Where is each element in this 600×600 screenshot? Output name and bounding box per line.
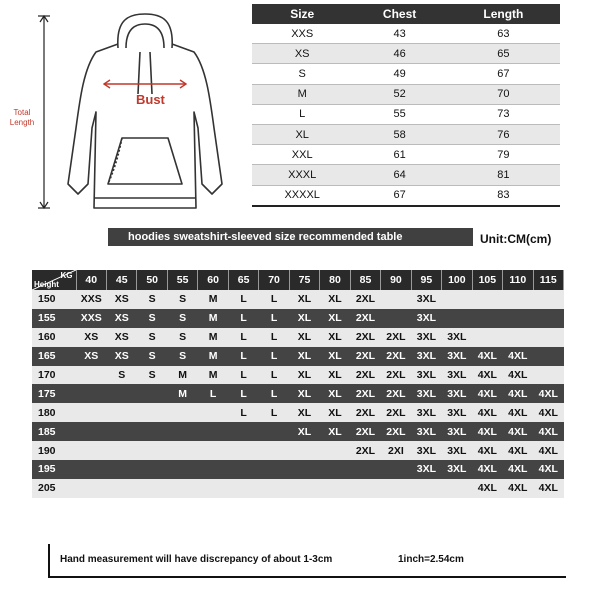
- length-cell: 70: [447, 84, 560, 104]
- total-length-label: Total Length: [9, 108, 35, 127]
- size-chart-row: [252, 124, 560, 144]
- size-chart-row: [252, 185, 560, 206]
- size-recommendation-cell: [350, 460, 380, 479]
- size-recommendation-cell: [289, 479, 319, 498]
- size-recommendation-cell: 3XL: [411, 290, 441, 309]
- size-recommendation-cell: [167, 441, 197, 460]
- size-recommendation-cell: 2XL: [350, 403, 380, 422]
- length-cell: 81: [447, 165, 560, 185]
- chest-cell: 61: [352, 145, 446, 165]
- size-recommendation-cell: 4XL: [503, 441, 533, 460]
- hoodie-drawing: [30, 8, 240, 216]
- size-recommendation-cell: [442, 479, 472, 498]
- size-recommendation-cell: [76, 366, 106, 385]
- size-recommendation-cell: [198, 403, 228, 422]
- size-recommendation-cell: 4XL: [503, 403, 533, 422]
- size-recommendation-cell: L: [228, 384, 258, 403]
- size-chart-table: [252, 4, 560, 207]
- grid-corner-cell: [32, 270, 76, 290]
- chest-cell: 58: [352, 124, 446, 144]
- grid-row: [32, 460, 564, 479]
- height-cell: 175: [32, 384, 76, 403]
- size-recommendation-cell: [198, 479, 228, 498]
- size-recommendation-cell: [167, 403, 197, 422]
- size-recommendation-cell: S: [137, 347, 167, 366]
- height-cell: 180: [32, 403, 76, 422]
- size-recommendation-cell: 2XL: [381, 347, 411, 366]
- size-recommendation-cell: XL: [320, 366, 350, 385]
- length-cell: 63: [447, 24, 560, 44]
- size-recommendation-cell: 2XL: [350, 309, 380, 328]
- size-recommendation-cell: 4XL: [472, 366, 502, 385]
- size-recommendation-cell: 4XL: [503, 384, 533, 403]
- size-recommendation-cell: [350, 479, 380, 498]
- size-recommendation-cell: S: [137, 328, 167, 347]
- size-recommendation-cell: [106, 384, 136, 403]
- size-recommendation-cell: L: [259, 290, 289, 309]
- size-recommendation-cell: 4XL: [533, 403, 563, 422]
- chest-cell: 52: [352, 84, 446, 104]
- size-cell: S: [252, 64, 352, 84]
- size-recommendation-cell: XS: [76, 328, 106, 347]
- size-recommendation-cell: XL: [320, 403, 350, 422]
- size-recommendation-cell: [76, 384, 106, 403]
- size-recommendation-cell: [259, 422, 289, 441]
- size-recommendation-cell: 3XL: [442, 384, 472, 403]
- size-recommendation-cell: [228, 479, 258, 498]
- size-recommendation-cell: M: [167, 384, 197, 403]
- size-chart-row: [252, 104, 560, 124]
- size-recommendation-cell: [228, 441, 258, 460]
- weight-header-cell: 55: [167, 270, 197, 290]
- size-recommendation-cell: 2XL: [381, 328, 411, 347]
- size-recommendation-cell: 2XL: [381, 422, 411, 441]
- size-recommendation-cell: XL: [289, 422, 319, 441]
- size-recommendation-cell: [137, 479, 167, 498]
- size-recommendation-cell: 2XL: [350, 384, 380, 403]
- size-recommendation-cell: 4XL: [472, 422, 502, 441]
- size-recommendation-cell: 4XL: [472, 479, 502, 498]
- bust-label: Bust: [136, 92, 165, 107]
- size-recommendation-cell: XS: [106, 347, 136, 366]
- size-recommendation-cell: 4XL: [503, 422, 533, 441]
- size-recommendation-cell: [167, 479, 197, 498]
- size-recommendation-cell: XS: [106, 328, 136, 347]
- weight-header-cell: 70: [259, 270, 289, 290]
- size-recommendation-cell: [381, 309, 411, 328]
- size-recommendation-cell: [411, 479, 441, 498]
- size-recommendation-cell: XL: [320, 328, 350, 347]
- size-recommendation-cell: 2XL: [350, 366, 380, 385]
- size-recommendation-cell: [533, 309, 563, 328]
- size-recommendation-cell: [137, 384, 167, 403]
- size-recommendation-cell: [289, 441, 319, 460]
- size-recommendation-cell: [228, 422, 258, 441]
- size-recommendation-cell: 4XL: [472, 403, 502, 422]
- size-recommendation-cell: 3XL: [442, 403, 472, 422]
- size-recommendation-cell: [106, 422, 136, 441]
- size-recommendation-cell: L: [228, 309, 258, 328]
- header-size: Size: [252, 4, 352, 24]
- size-recommendation-cell: [137, 403, 167, 422]
- size-recommendation-cell: L: [259, 309, 289, 328]
- weight-header-row: [32, 270, 564, 290]
- size-recommendation-cell: [106, 460, 136, 479]
- grid-row: [32, 347, 564, 366]
- size-recommendation-cell: L: [259, 347, 289, 366]
- size-recommendation-cell: 2XL: [350, 328, 380, 347]
- size-recommendation-cell: 3XL: [442, 366, 472, 385]
- size-recommendation-cell: L: [228, 366, 258, 385]
- size-recommendation-cell: [503, 309, 533, 328]
- size-recommendation-cell: 3XL: [411, 384, 441, 403]
- size-recommendation-cell: M: [198, 347, 228, 366]
- size-cell: XXS: [252, 24, 352, 44]
- size-recommendation-cell: L: [228, 403, 258, 422]
- weight-header-cell: 100: [442, 270, 472, 290]
- size-recommendation-cell: 3XL: [411, 422, 441, 441]
- size-recommendation-cell: [259, 441, 289, 460]
- corner-kg-label: KG: [60, 271, 73, 280]
- size-recommendation-cell: XXS: [76, 290, 106, 309]
- size-recommendation-cell: 3XL: [411, 460, 441, 479]
- size-recommendation-cell: [76, 479, 106, 498]
- size-recommendation-cell: L: [259, 384, 289, 403]
- size-chart-body: [252, 24, 560, 206]
- grid-row: [32, 384, 564, 403]
- size-recommendation-cell: XL: [320, 309, 350, 328]
- size-recommendation-cell: 4XL: [533, 422, 563, 441]
- size-recommendation-cell: [198, 422, 228, 441]
- weight-header-cell: 115: [533, 270, 563, 290]
- size-recommendation-cell: 3XL: [411, 366, 441, 385]
- length-cell: 76: [447, 124, 560, 144]
- corner-height-label: Height: [34, 280, 59, 289]
- size-recommendation-cell: XL: [320, 290, 350, 309]
- length-cell: 67: [447, 64, 560, 84]
- height-cell: 155: [32, 309, 76, 328]
- size-chart-header-row: [252, 4, 560, 24]
- size-recommendation-cell: [533, 366, 563, 385]
- size-recommendation-cell: 4XL: [533, 460, 563, 479]
- size-recommendation-cell: 4XL: [472, 347, 502, 366]
- size-recommendation-cell: 2XL: [381, 384, 411, 403]
- grid-row: [32, 441, 564, 460]
- size-chart-row: [252, 64, 560, 84]
- size-recommendation-cell: 4XL: [503, 479, 533, 498]
- size-recommendation-cell: M: [198, 309, 228, 328]
- size-recommendation-cell: 3XL: [442, 460, 472, 479]
- size-recommendation-cell: S: [137, 290, 167, 309]
- size-recommendation-cell: [472, 328, 502, 347]
- size-recommendation-cell: S: [137, 366, 167, 385]
- chest-cell: 55: [352, 104, 446, 124]
- size-recommendation-cell: 4XL: [503, 366, 533, 385]
- size-recommendation-cell: XL: [289, 328, 319, 347]
- length-cell: 83: [447, 185, 560, 206]
- grid-row: [32, 403, 564, 422]
- size-recommendation-cell: 3XL: [411, 309, 441, 328]
- size-recommendation-cell: 2XL: [350, 290, 380, 309]
- weight-header-cell: 105: [472, 270, 502, 290]
- size-recommendation-cell: M: [198, 366, 228, 385]
- size-recommendation-cell: [198, 441, 228, 460]
- grid-row: [32, 328, 564, 347]
- size-recommendation-cell: 4XL: [503, 347, 533, 366]
- unit-label: Unit:CM(cm): [480, 232, 552, 246]
- footer-note-box: [48, 544, 566, 578]
- size-recommendation-cell: XL: [289, 290, 319, 309]
- header-length: Length: [447, 4, 560, 24]
- size-recommendation-cell: 3XL: [442, 441, 472, 460]
- weight-header-cell: 95: [411, 270, 441, 290]
- length-cell: 65: [447, 44, 560, 64]
- size-recommendation-cell: 4XL: [533, 384, 563, 403]
- size-chart-row: [252, 44, 560, 64]
- size-recommendation-cell: [442, 290, 472, 309]
- size-recommendation-cell: 2XL: [350, 441, 380, 460]
- size-recommendation-cell: [381, 290, 411, 309]
- size-recommendation-cell: [320, 479, 350, 498]
- size-chart-row: [252, 84, 560, 104]
- weight-header-cell: 40: [76, 270, 106, 290]
- size-recommendation-cell: L: [228, 290, 258, 309]
- size-recommendation-cell: XL: [289, 309, 319, 328]
- weight-header-cell: 90: [381, 270, 411, 290]
- size-recommendation-cell: [137, 460, 167, 479]
- size-cell: M: [252, 84, 352, 104]
- size-recommendation-cell: M: [198, 328, 228, 347]
- size-recommendation-cell: XL: [289, 384, 319, 403]
- size-recommendation-cell: [137, 441, 167, 460]
- weight-header-cell: 45: [106, 270, 136, 290]
- size-recommendation-cell: S: [137, 309, 167, 328]
- size-recommendation-cell: XS: [106, 309, 136, 328]
- size-recommendation-cell: XS: [76, 347, 106, 366]
- size-cell: XXXL: [252, 165, 352, 185]
- size-recommendation-cell: [533, 290, 563, 309]
- weight-header-cell: 85: [350, 270, 380, 290]
- size-recommendation-cell: 2XL: [381, 403, 411, 422]
- size-recommendation-cell: [472, 309, 502, 328]
- size-recommendation-cell: XL: [289, 366, 319, 385]
- grid-body: [32, 290, 564, 498]
- length-cell: 73: [447, 104, 560, 124]
- hoodie-illustration: [30, 8, 240, 216]
- size-recommendation-cell: XL: [320, 384, 350, 403]
- size-recommendation-cell: 2XL: [350, 422, 380, 441]
- size-recommendation-cell: [472, 290, 502, 309]
- recommended-table-banner: hoodies sweatshirt-sleeved size recommended table: [108, 228, 473, 246]
- size-recommendation-cell: S: [167, 328, 197, 347]
- size-cell: L: [252, 104, 352, 124]
- size-recommendation-cell: [289, 460, 319, 479]
- size-recommendation-cell: [76, 441, 106, 460]
- size-recommendation-cell: 3XL: [442, 422, 472, 441]
- size-recommendation-cell: [137, 422, 167, 441]
- size-recommendation-cell: 2XL: [381, 366, 411, 385]
- height-cell: 150: [32, 290, 76, 309]
- size-recommendation-cell: [533, 347, 563, 366]
- size-cell: XXXXL: [252, 185, 352, 206]
- grid-row: [32, 290, 564, 309]
- size-recommendation-cell: [106, 441, 136, 460]
- size-recommendation-cell: [259, 479, 289, 498]
- size-recommendation-cell: 4XL: [472, 441, 502, 460]
- inch-conversion: 1inch=2.54cm: [398, 554, 464, 565]
- size-recommendation-cell: L: [228, 347, 258, 366]
- size-recommendation-cell: [76, 403, 106, 422]
- size-chart-row: [252, 24, 560, 44]
- size-recommendation-cell: [320, 441, 350, 460]
- length-cell: 79: [447, 145, 560, 165]
- weight-header-cell: 75: [289, 270, 319, 290]
- height-cell: 160: [32, 328, 76, 347]
- header-chest: Chest: [352, 4, 446, 24]
- height-cell: 205: [32, 479, 76, 498]
- size-recommendation-cell: [442, 309, 472, 328]
- size-recommendation-cell: [76, 422, 106, 441]
- height-cell: 185: [32, 422, 76, 441]
- size-recommendation-cell: XXS: [76, 309, 106, 328]
- chest-cell: 46: [352, 44, 446, 64]
- size-recommendation-cell: [167, 422, 197, 441]
- size-recommendation-cell: [228, 460, 258, 479]
- size-recommendation-cell: L: [228, 328, 258, 347]
- size-recommendation-cell: S: [106, 366, 136, 385]
- size-recommendation-cell: 4XL: [533, 479, 563, 498]
- size-recommendation-cell: 4XL: [472, 384, 502, 403]
- size-recommendation-cell: [259, 460, 289, 479]
- height-weight-grid: [32, 270, 564, 498]
- grid-row: [32, 479, 564, 498]
- size-recommendation-cell: [106, 479, 136, 498]
- size-recommendation-cell: XL: [320, 347, 350, 366]
- chest-cell: 43: [352, 24, 446, 44]
- size-recommendation-cell: [381, 479, 411, 498]
- size-recommendation-cell: 3XL: [411, 403, 441, 422]
- grid-row: [32, 366, 564, 385]
- size-recommendation-cell: 3XL: [411, 347, 441, 366]
- size-recommendation-cell: [76, 460, 106, 479]
- size-recommendation-cell: S: [167, 290, 197, 309]
- grid-row: [32, 309, 564, 328]
- size-recommendation-cell: S: [167, 309, 197, 328]
- height-cell: 195: [32, 460, 76, 479]
- weight-header-cell: 110: [503, 270, 533, 290]
- size-cell: XS: [252, 44, 352, 64]
- size-recommendation-cell: 3XL: [442, 347, 472, 366]
- size-recommendation-cell: [320, 460, 350, 479]
- size-recommendation-cell: XS: [106, 290, 136, 309]
- size-recommendation-cell: XL: [289, 347, 319, 366]
- size-recommendation-cell: 2XL: [350, 347, 380, 366]
- height-cell: 165: [32, 347, 76, 366]
- size-chart-row: [252, 165, 560, 185]
- size-recommendation-cell: L: [259, 328, 289, 347]
- size-cell: XL: [252, 124, 352, 144]
- grid-row: [32, 422, 564, 441]
- size-cell: XXL: [252, 145, 352, 165]
- size-recommendation-cell: XL: [320, 422, 350, 441]
- weight-header-cell: 65: [228, 270, 258, 290]
- size-recommendation-cell: 3XL: [411, 328, 441, 347]
- size-recommendation-cell: L: [259, 366, 289, 385]
- chest-cell: 49: [352, 64, 446, 84]
- size-recommendation-cell: M: [167, 366, 197, 385]
- size-recommendation-cell: [533, 328, 563, 347]
- chest-cell: 64: [352, 165, 446, 185]
- size-recommendation-cell: XL: [289, 403, 319, 422]
- size-recommendation-cell: 3XL: [442, 328, 472, 347]
- weight-header-cell: 80: [320, 270, 350, 290]
- size-recommendation-cell: [106, 403, 136, 422]
- size-recommendation-cell: 4XL: [472, 460, 502, 479]
- size-recommendation-cell: 2XI: [381, 441, 411, 460]
- chest-cell: 67: [352, 185, 446, 206]
- size-recommendation-cell: 4XL: [533, 441, 563, 460]
- size-recommendation-cell: [167, 460, 197, 479]
- height-cell: 190: [32, 441, 76, 460]
- size-recommendation-cell: [503, 328, 533, 347]
- size-recommendation-cell: [198, 460, 228, 479]
- size-recommendation-cell: 4XL: [503, 460, 533, 479]
- size-chart-row: [252, 145, 560, 165]
- size-recommendation-cell: M: [198, 290, 228, 309]
- weight-header-cell: 50: [137, 270, 167, 290]
- height-cell: 170: [32, 366, 76, 385]
- size-recommendation-cell: 3XL: [411, 441, 441, 460]
- weight-header-cell: 60: [198, 270, 228, 290]
- size-recommendation-cell: L: [259, 403, 289, 422]
- size-recommendation-cell: [503, 290, 533, 309]
- size-recommendation-cell: [381, 460, 411, 479]
- size-recommendation-cell: L: [198, 384, 228, 403]
- measurement-note: Hand measurement will have discrepancy of about 1-3cm: [60, 554, 333, 565]
- size-recommendation-cell: S: [167, 347, 197, 366]
